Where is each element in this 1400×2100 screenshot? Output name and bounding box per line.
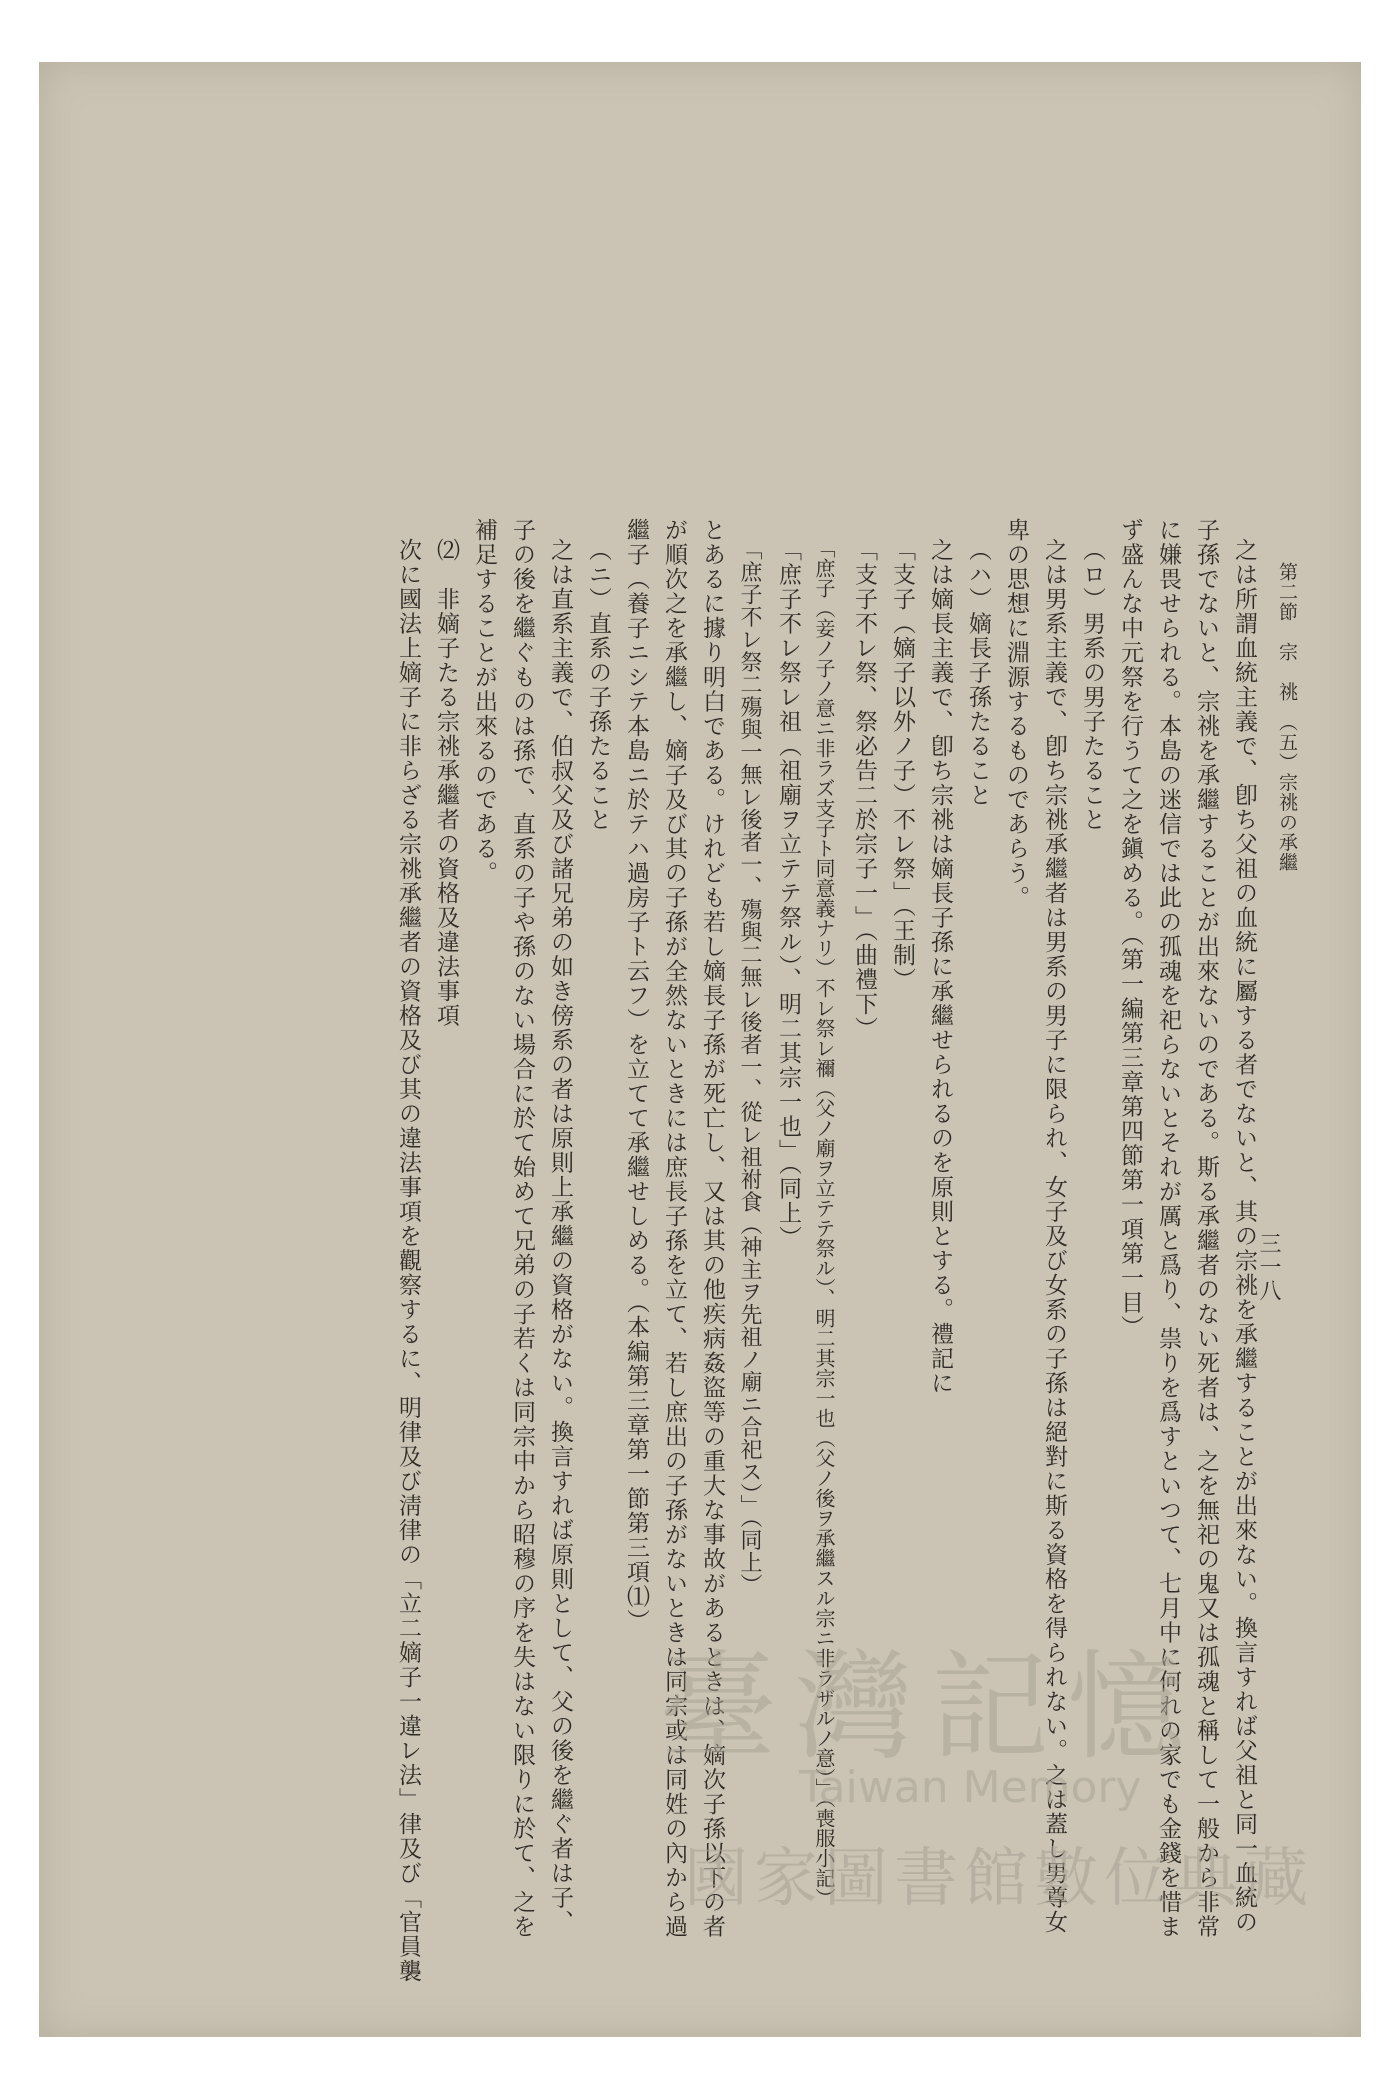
watermark-english: Taiwan Memory <box>799 1762 1142 1813</box>
quotation-line: 「庶子不レ祭二殤與一無レ後者一、殤與二無レ後者一、從レ祖祔食（神主ヲ先祖ノ廟ニ合祀ス）」（同上） <box>737 538 762 1596</box>
watermark-calligraphy: 臺灣記憶 <box>659 1638 1204 1776</box>
text-line: とあるに據り明白である。けれども若し嫡長子孫が死亡し、又は其の他疾病姦盜等の重大な事故があるときは、嫡次子孫以下の者 <box>699 518 725 1939</box>
text-line: 補足することが出來るのである。 <box>471 518 497 886</box>
section-heading: （ニ）直系の子孫たること <box>585 538 611 832</box>
text-line: 之は所謂血統主義で、卽ち父祖の血統に屬する者でないと、其の宗祧を承繼することが出來ない。換言すれば父祖と同一血統の <box>1231 538 1257 1935</box>
text-line: 之は嫡長主義で、卽ち宗祧は嫡長子孫に承繼せられるのを原則とする。禮記に <box>927 538 953 1396</box>
text-line: 卑の思想に淵源するものであらう。 <box>1003 518 1029 910</box>
quotation-line: 「支子不レ祭、祭必告二於宗子一」（曲禮下） <box>851 538 877 1041</box>
text-line: 之は男系主義で、卽ち宗祧承繼者は男系の男子に限られ、女子及び女系の子孫は絕對に斯る資格を得られない。之は蓋し男尊女 <box>1041 538 1067 1935</box>
text-line: に嫌畏せられる。本島の迷信では此の孤魂を祀らないとそれが厲と爲り、祟りを爲すといつて、七月中に何れの家でも金錢を惜ま <box>1155 518 1181 1939</box>
text-line: 繼子（養子ニシテ本島ニ於テハ過房子ト云フ）を立てて承繼せしめる。（本編第三章第一節第三項⑴） <box>623 518 649 1634</box>
text-line: 子孫でないと、宗祧を承繼することが出來ないのである。斯る承繼者のない死者は、之を無祀の鬼又は孤魂と稱して一般から非常 <box>1193 518 1219 1939</box>
text-line: 子の後を繼ぐものは孫で、直系の子や孫のない場合に於て始めて兄弟の子若くは同宗中から昭穆の序を失はない限りに於て、之を <box>509 518 535 1939</box>
scanned-page <box>39 62 1361 2037</box>
text-line: 次に國法上嫡子に非らざる宗祧承繼者の資格及び其の違法事項を觀察するに、明律及び淸律の「立二嫡子一違レ法」律及び「官員襲 <box>395 538 421 1984</box>
running-head: 第二節 宗 祧 （五）宗祧の承繼 <box>1276 562 1298 873</box>
page-number: 三一八 <box>1256 1232 1281 1303</box>
quotation-line: 「庶子（妾ノ子ノ意ニ非ラズ支子ト同意義ナリ）不レ祭レ禰（父ノ廟ヲ立テテ祭ル）、明二其宗一也（父ノ後ヲ承繼スル宗ニ非ラザルノ意）」（喪服小記） <box>812 538 836 1908</box>
text-line: が順次之を承繼し、嫡子及び其の子孫が全然ないときには庶長子孫を立て、若し庶出の子孫がないときは同宗或は同姓の內から過 <box>661 518 687 1939</box>
text-line: 之は直系主義で、伯叔父及び諸兄弟の如き傍系の者は原則上承繼の資格がない。換言すれば原則として、父の後を繼ぐ者は子、 <box>547 538 573 1935</box>
quotation-line: 「支子（嫡子以外ノ子）不レ祭」（王制） <box>889 538 915 992</box>
section-heading: ⑵ 非嫡子たる宗祧承繼者の資格及違法事項 <box>433 538 459 1028</box>
quotation-line: 「庶子不レ祭レ祖（祖廟ヲ立テテ祭ル）、明二其宗一也」（同上） <box>775 538 801 1250</box>
watermark-chinese: 國家圖書館數位典藏 <box>684 1842 1314 1916</box>
section-heading: （ロ）男系の男子たること <box>1079 538 1105 832</box>
section-heading: （ハ）嫡長子孫たること <box>965 538 991 808</box>
text-line: ず盛んな中元祭を行うて之を鎭める。（第一編第三章第四節第一項第一目） <box>1117 518 1143 1340</box>
